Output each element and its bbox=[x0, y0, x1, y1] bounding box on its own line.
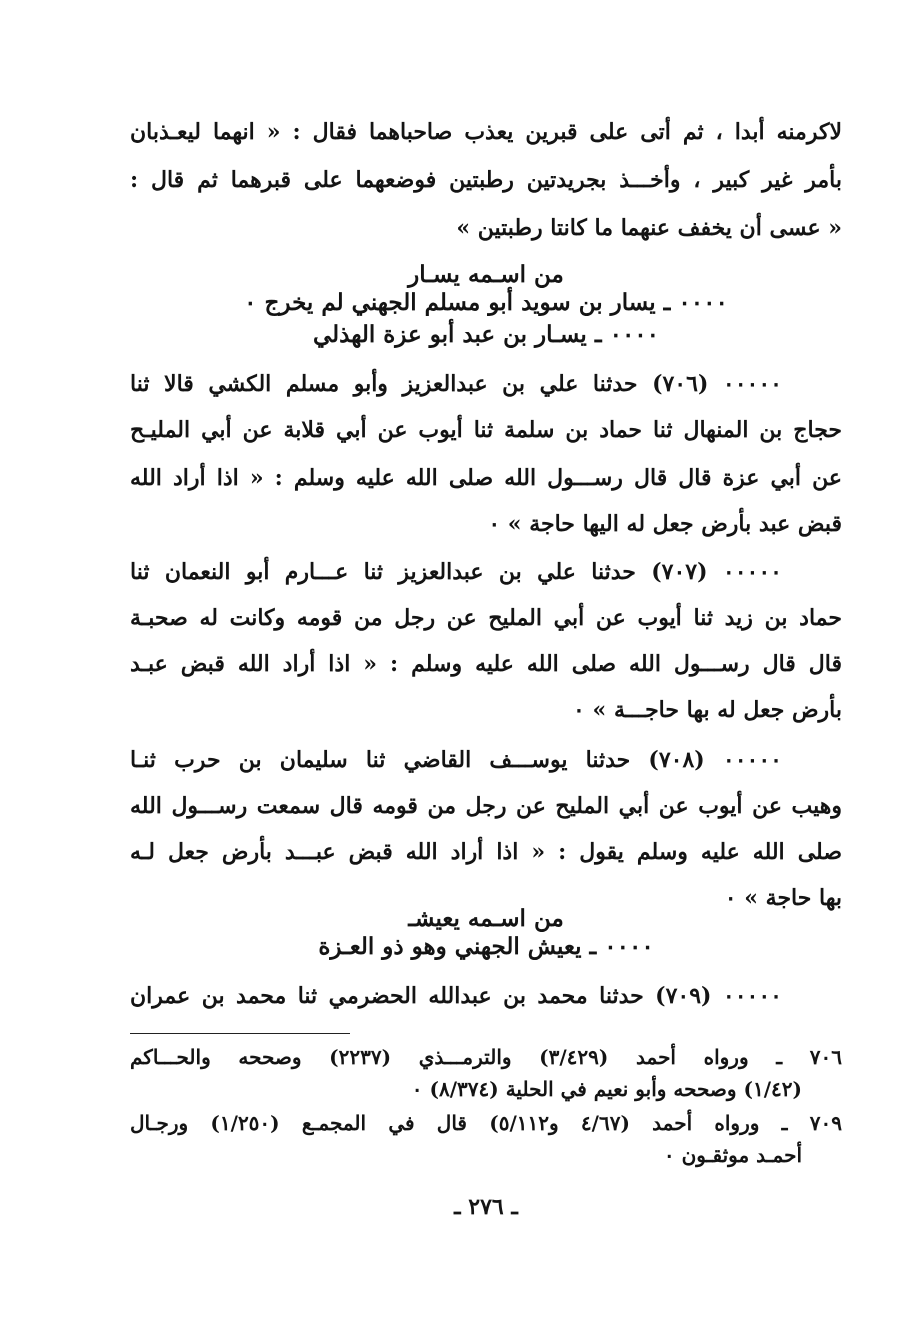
footnote-709: ٧٠٩ ـ ورواه أحمد (٤/٦٧ و٥/١١٢) قال في المجمـع (١/٢٥٠) ورجـال bbox=[130, 1111, 842, 1135]
entry-yasar-ibn-abd: ٠٠٠٠ ـ يسـار بن عبد أبو عزة الهذلي bbox=[312, 321, 660, 348]
entry-yaish-al-juhani: ٠٠٠٠ ـ يعيش الجهني وهو ذو العـزة bbox=[318, 933, 654, 960]
hadith-706-line: ٠٠٠٠٠ (٧٠٦) حدثنا علي بن عبدالعزيز وأبو مسلم الكشي قالا ثنا bbox=[130, 371, 782, 397]
hadith-707-line: قال قال رســـول الله صلى الله عليه وسلم : « اذا أراد الله قبض عبـد bbox=[130, 651, 842, 677]
hadith-707-line: حماد بن زيد ثنا أيوب عن أبي المليح عن رجل من قومه وكانت له صحبـة bbox=[130, 605, 842, 631]
footnote-706: ٧٠٦ ـ ورواه أحمد (٣/٤٢٩) والترمـــذي (٢٢٣٧) وصححه والحـــاكم bbox=[130, 1045, 842, 1069]
hadith-706-line: حجاج بن المنهال ثنا حماد بن سلمة ثنا أيوب عن أبي قلابة عن أبي المليـح bbox=[130, 417, 842, 443]
hadith-708-line: صلى الله عليه وسلم يقول : « اذا أراد الله قبض عبـــد بأرض جعل لـه bbox=[130, 839, 842, 865]
hadith-708-line: بها حاجة » ٠ bbox=[724, 885, 842, 911]
text-line: لاكرمنه أبدا ، ثم أتى على قبرين يعذب صاحباهما فقال : « انهما ليعـذبان bbox=[130, 119, 842, 145]
document-page bbox=[130, 112, 842, 1222]
section-heading-yasar: من اسـمه يسـار bbox=[408, 261, 564, 288]
hadith-707-line: بأرض جعل له بها حاجـــة » ٠ bbox=[573, 697, 842, 723]
footnote-divider bbox=[130, 1033, 350, 1034]
hadith-707-line: ٠٠٠٠٠ (٧٠٧) حدثنا علي بن عبدالعزيز ثنا عـــارم أبو النعمان ثنا bbox=[130, 559, 782, 585]
footnote-709-cont: أحمـد موثقـون ٠ bbox=[663, 1143, 802, 1167]
hadith-706-line: قبض عبد بأرض جعل له اليها حاجة » ٠ bbox=[488, 511, 842, 537]
hadith-706-line: عن أبي عزة قال قال رســـول الله صلى الله عليه وسلم : « اذا أراد الله bbox=[130, 465, 842, 491]
entry-yasar-ibn-suwayd: ٠٠٠٠ ـ يسار بن سويد أبو مسلم الجهني لم يخرج ٠ bbox=[244, 289, 728, 316]
page-number: ـ ٢٧٦ ـ bbox=[454, 1194, 518, 1220]
hadith-709-line: ٠٠٠٠٠ (٧٠٩) حدثنا محمد بن عبدالله الحضرمي ثنا محمد بن عمران bbox=[130, 983, 782, 1009]
text-line: « عسى أن يخفف عنهما ما كانتا رطبتين » bbox=[456, 215, 842, 241]
text-line: بأمر غير كبير ، وأخـــذ بجريدتين رطبتين فوضعهما على قبرهما ثم قال : bbox=[130, 167, 842, 193]
footnote-706-cont: (١/٤٢) وصححه وأبو نعيم في الحلية (٨/٣٧٤) ٠ bbox=[411, 1077, 802, 1101]
hadith-708-line: ٠٠٠٠٠ (٧٠٨) حدثنا يوســـف القاضي ثنا سليمان بن حرب ثنـا bbox=[130, 747, 782, 773]
hadith-708-line: وهيب عن أيوب عن أبي المليح عن رجل من قومه قال سمعت رســـول الله bbox=[130, 793, 842, 819]
section-heading-yaish: من اسـمه يعيشـ bbox=[408, 905, 564, 932]
